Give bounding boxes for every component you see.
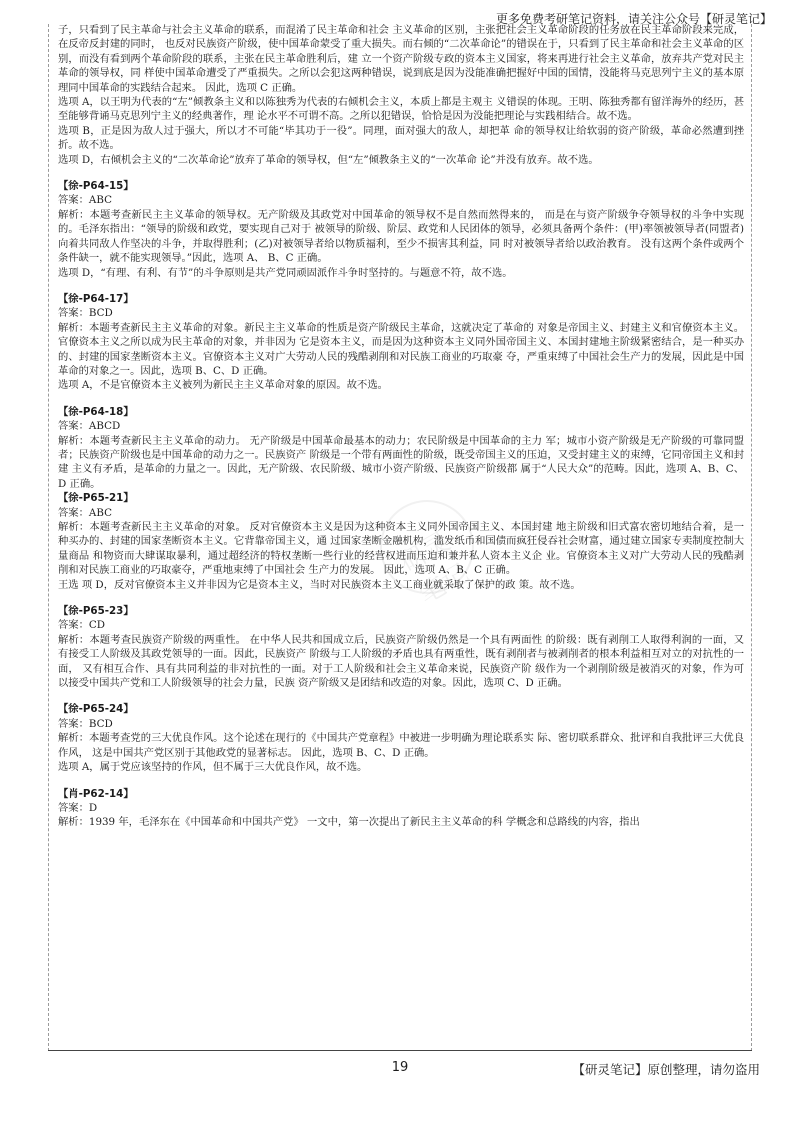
question-explanation: 解析：本题考查新民主主义革命的对象。 反对官僚资本主义是因为这种资本主义同外国帝国主义、本国封建 地主阶级和旧式富农密切地结合着，是一种买办的、封建的国家垄断资本主义。它背靠帝国主义，通 过国家垄断金融机构，滥发纸币和国债而疯狂侵吞社会财富，通过建立国家专卖制度控制大量商品 和物资而大肆谋取暴利，通过超经济的特权垄断一些行业的经营权进而压迫和兼并私人资本主义企 业。官僚资本主义对广大劳动人民的残酷剥削和对民族工商业的巧取豪夺，严重地束缚了中国社会 生产力的发展。 因此，选项 A、B、C 正确。 [58,521,744,577]
question-answer: 答案：ABC [58,506,112,519]
watermark-text: 研灵笔记 [395,526,475,611]
question-head: 【肖-P62-14】 [58,787,134,800]
intro-paragraph: 选项 A，以王明为代表的“左”倾教条主义和以陈独秀为代表的右倾机会主义，本质上都是主观主 义错误的体现。王明、陈独秀都有留洋海外的经历，甚至能够背诵马克思列宁主义的经典著作，理 论水平不可谓不高。之所以犯错误，恰恰是因为没能把理论与实践相结合。故不选。 [58,96,744,123]
page-header: 更多免费考研笔记资料，请关注公众号【研灵笔记】 [495,12,772,26]
question-head: 【徐-P65-21】 [58,492,134,505]
footer-divider [48,1050,752,1051]
intro-paragraph: 选项 D，右倾机会主义的“二次革命论”放弃了革命的领导权，但“左”倾教条主义的“一次革命 论”并没有放弃。故不选。 [58,153,599,166]
question-answer: 答案：ABC [58,194,112,207]
question-block [58,405,744,491]
question-explanation: 解析：本题考查民族资产阶级的两重性。 在中华人民共和国成立后，民族资产阶级仍然是一个具有两面性 的阶级：既有剥削工人取得利润的一面，又有接受工人阶级及其政党领导的一面。因此，民族资产 阶级与工人阶级的矛盾也具有两重性，既有剥削者与被剥削者的根本利益相互对立的对抗性的一面， 又有相互合作、具有共同利益的非对抗性的一面。对于工人阶级和社会主义革命来说，民族资产阶 级作为一个剥削阶级是被消灭的对象，作为可以接受中国共产党和工人阶级领导的社会力量，民族 资产阶级又是团结和改造的对象。因此，选项 C、D 正确。 [58,633,744,690]
intro-paragraph: 子，只看到了民主革命与社会主义革命的联系，而混淆了民主革命和社会 主义革命的区别，主张把社会主义革命阶段的任务放在民主革命阶段来完成，在反帝反封建的同时， 也反对民族资产阶级，使中国革命蒙受了重大损失。而右倾的“二次革命论”的错误在于，只看到了民主革命和社会主义革命的区别，而没有看到两个革命阶段的联系，主张在民主革命胜利后，建 立一个资产阶级专政的资本主义国家，将来再进行社会主义革命，放弃共产党对民主革命的领导权，同 样使中国革命遭受了严重损失。之所以会犯这两种错误，说到底是因为没能准确把握好中国的国情，没能将马克思列宁主义的基本原理同中国革命的实践结合起来。 因此，选项 C 正确。 [58,24,744,94]
question-explanation: 选项 A，不是官僚资本主义被列为新民主主义革命对象的原因。故不选。 [58,379,388,392]
question-explanation: 解析：本题考查新民主主义革命的领导权。无产阶级及其政党对中国革命的领导权不是自然而然得来的， 而是在与资产阶级争夺领导权的斗争中实现的。毛泽东指出：“领导的阶级和政党，要实现自己对于 被领导的阶级、阶层、政党和人民团体的领导，必须具备两个条件：(甲)率领被领导者(同盟者) 向着共同敌人作坚决的斗争，并取得胜利；(乙)对被领导者给以物质福利，至少不损害其利益，同 时对被领导者给以政治教育。 没有这两个条件或两个条件缺一，就不能实现领导。”因此，选项 A、 B、C 正确。 [58,208,744,265]
question-explanation: 解析：本题考查党的三大优良作风。这个论述在现行的《中国共产党章程》中被进一步明确为理论联系实 际、密切联系群众、批评和自我批评三大优良作风， 这是中国共产党区别于其他政党的显著标志。 因此，选项 B、C、D 正确。 [58,732,744,759]
question-head: 【徐-P65-24】 [58,703,134,716]
question-block [58,604,744,690]
question-explanation: 选项 A，属于党应该坚持的作风，但不属于三大优良作风，故不选。 [58,761,368,774]
question-answer: 答案：BCD [58,307,113,320]
intro-paragraph: 选项 B，正是因为敌人过于强大，所以才不可能“毕其功于一役”。同理，面对强大的敌人，却把革 命的领导权让给软弱的资产阶级，革命必然遭到挫折。故不选。 [58,124,744,152]
question-answer: 答案：D [58,801,98,814]
intro-block [58,23,744,167]
question-head: 【徐-P65-23】 [58,605,134,618]
question-block [58,292,744,393]
question-explanation: 解析：本题考查新民主主义革命的动力。 无产阶级是中国革命最基本的动力；农民阶级是中国革命的主力 军；城市小资产阶级是无产阶级的可靠同盟者；民族资产阶级也是中国革命的动力之一。民族资产 阶级是一个带有两面性的阶级，既受帝国主义的压迫，又受封建主义的束缚，它同帝国主义和封建 主义有矛盾，是革命的力量之一。因此，无产阶级、农民阶级、城市小资产阶级、民族资产阶级都 属于“人民大众”的范畴。因此，选项 A、B、C、D 正确。 [58,434,744,490]
question-answer: 答案：CD [58,619,106,632]
question-head: 【徐-P64-17】 [58,292,134,305]
question-explanation: 解析：1939 年，毛泽东在《中国革命和中国共产党》 一文中，第一次提出了新民主主义革命的科 学概念和总路线的内容，指出 [58,816,640,829]
question-explanation: 选项 D，“有理、有利、有节”的斗争原则是共产党同顽固派作斗争时坚持的。与题意不符，故不选。 [58,266,513,279]
page-content [58,23,744,830]
question-block [58,491,744,592]
question-block [58,179,744,280]
question-head: 【徐-P64-15】 [58,180,134,193]
footer-note: 【研灵笔记】原创整理，请勿盗用 [572,1062,760,1077]
question-block [58,702,744,774]
question-explanation: 解析：本题考查新民主主义革命的对象。新民主主义革命的性质是资产阶级民主革命，这就决定了革命的 对象是帝国主义、封建主义和官僚资本主义。 官僚资本主义之所以成为民主革命的对象，并非因为 它是资本主义，而是因为这种资本主义同外国帝国主义、本国封建地主阶级紧密结合，是一种买办 的、封建的国家垄断资本主义。官僚资本主义对广大劳动人民的残酷剥削和对民族工商业的巧取豪 夺，严重束缚了中国社会生产力的发展，因此是中国革命的对象之一。因此，选项 B、C、D 正确。 [58,321,744,377]
questions-block [58,179,744,830]
question-explanation: 王选 项 D，反对官僚资本主义并非因为它是资本主义，当时对民族资本主义工商业就采取了保护的政 策。故不选。 [58,578,581,591]
question-block [58,787,744,830]
question-answer: 答案：ABCD [58,420,121,433]
question-answer: 答案：BCD [58,717,113,730]
page-number: 19 [391,1060,409,1075]
question-head: 【徐-P64-18】 [58,405,134,418]
